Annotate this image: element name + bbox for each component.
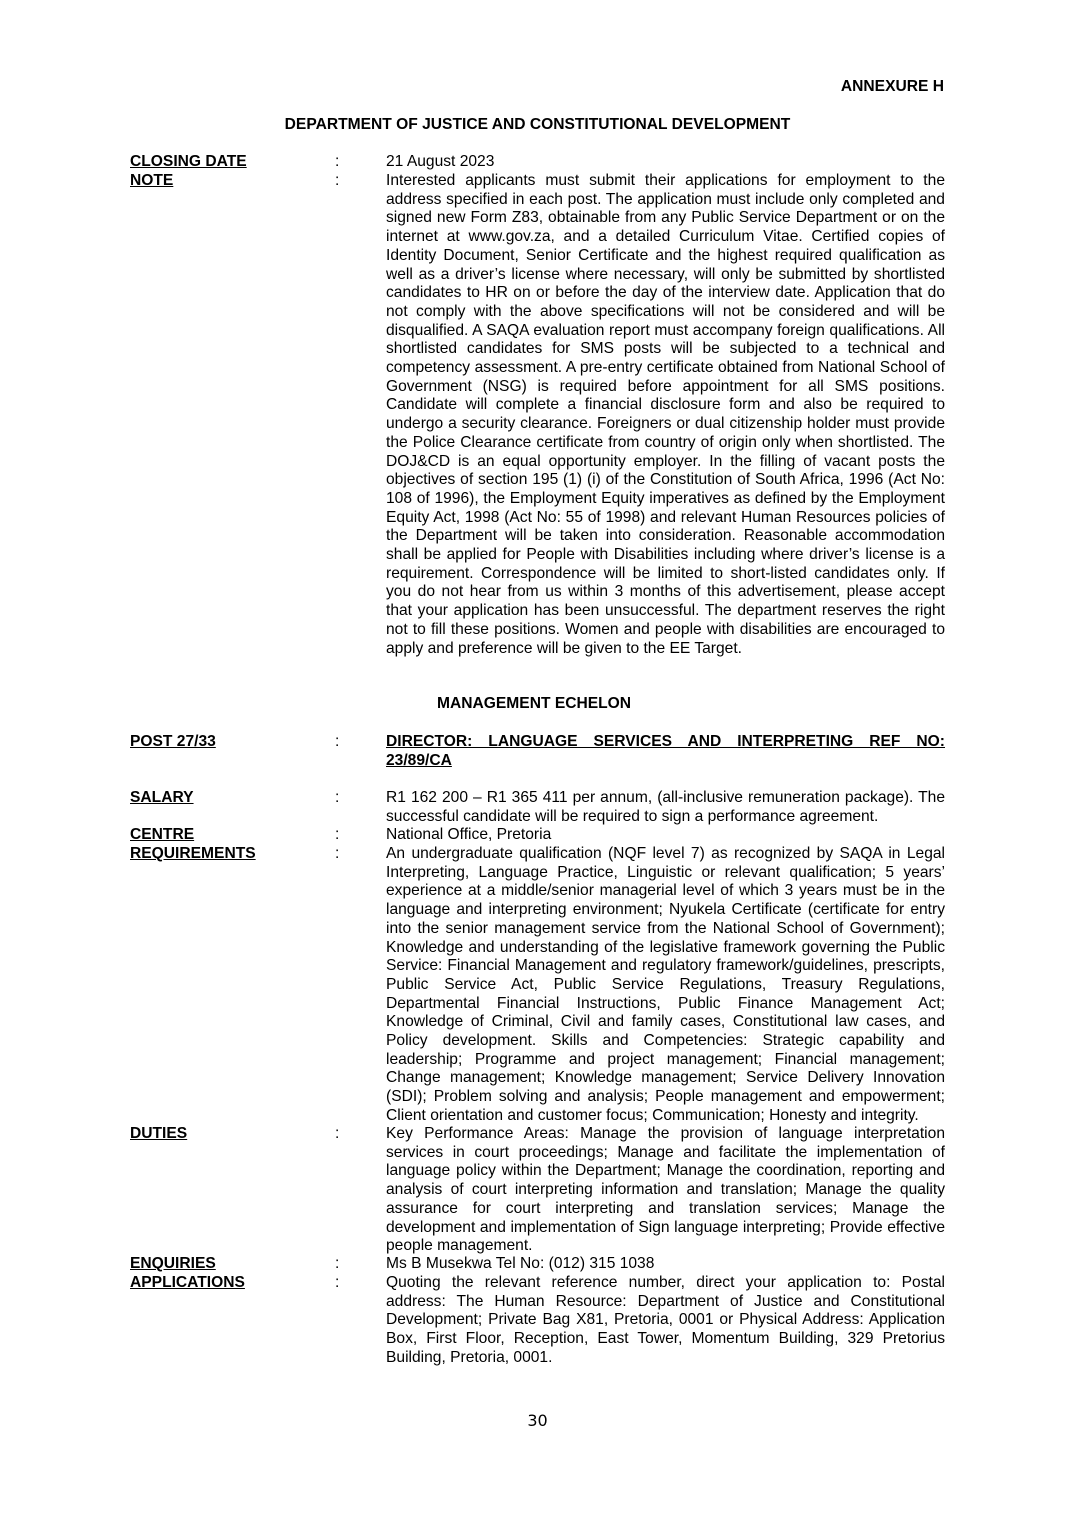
enquiries-label: ENQUIRIES: [130, 1255, 216, 1272]
applications-label: APPLICATIONS: [130, 1274, 245, 1291]
department-title: DEPARTMENT OF JUSTICE AND CONSTITUTIONAL DEVELOPMENT: [284, 116, 791, 133]
centre-colon: :: [335, 826, 340, 843]
post-colon: :: [335, 733, 340, 750]
note-label: NOTE: [130, 172, 174, 189]
post-label: POST 27/33: [130, 733, 216, 750]
salary-colon: :: [335, 789, 340, 806]
note-row: [130, 172, 945, 658]
salary-label: SALARY: [130, 789, 194, 806]
requirements-label: REQUIREMENTS: [130, 845, 256, 862]
duties-label: DUTIES: [130, 1125, 188, 1142]
duties-row: [130, 1125, 945, 1256]
applications-text: Quoting the relevant reference number, direct your application to: Postal address: The Human Resource: Department of Justice and Constitutional Development; Private Bag X81, Pretoria, 0001 or Physical Address: Application Box, First Floor, Reception, East Tower, Momentum Building, 329 Pretorius Building, Pretoria, 0001.: [386, 1274, 945, 1366]
requirements-text: An undergraduate qualification (NQF level 7) as recognized by SAQA in Legal Interpreting, Language Practice, Linguistic or relevant qualification; 5 years’ experience at a middle/senior managerial level of which 3 years must be in the language and interpreting environment; Nyukela Certificate (certificate for entry into the senior management service from the National School of Government); Knowledge and understanding of the legislative framework governing the Public Service: Financial Management and regulatory framework/guidelines, prescripts, Public Service Act, Public Service Regulations, Treasury Regulations, Departmental Financial Instructions, Public Finance Management Act; Knowledge of Criminal, Civil and family cases, Constitutional law cases, and Policy development. Skills and Competencies: Strategic capability and leadership; Programme and project management; Financial management; Change management; Knowledge management; Service Delivery Innovation (SDI); Problem solving and analysis; People management and empowerment; Client orientation and customer focus; Communication; Honesty and integrity.: [386, 845, 945, 1124]
closing-date-row: [130, 153, 945, 172]
salary-value: R1 162 200 – R1 365 411 per annum, (all-inclusive remuneration package). The successful candidate will be required to sign a performance agreement.: [386, 789, 945, 825]
applications-row: [130, 1274, 945, 1368]
centre-value: National Office, Pretoria: [386, 826, 552, 843]
note-colon: :: [335, 172, 340, 189]
centre-row: [130, 826, 945, 845]
closing-date-label: CLOSING DATE: [130, 153, 247, 170]
enquiries-colon: :: [335, 1255, 340, 1272]
requirements-colon: :: [335, 845, 340, 862]
applications-colon: :: [335, 1274, 340, 1291]
post-row: [130, 733, 945, 770]
enquiries-row: [130, 1255, 945, 1274]
section-heading: MANAGEMENT ECHELON: [437, 695, 632, 712]
centre-label: CENTRE: [130, 826, 195, 843]
enquiries-value: Ms B Musekwa Tel No: (012) 315 1038: [386, 1255, 655, 1272]
requirements-row: [130, 845, 945, 1126]
closing-date-colon: :: [335, 153, 340, 170]
closing-date-value: 21 August 2023: [386, 153, 495, 170]
duties-text: Key Performance Areas: Manage the provision of language interpretation services in court proceedings; Manage and facilitate the implementation of language policy within the Department; Manage the coordination, reporting and analysis of court interpreting information and translation; Manage the quality assurance for court interpreting and translation services; Manage the development and implementation of Sign language interpreting; Provide effective people management.: [386, 1125, 945, 1255]
annexure-heading: ANNEXURE H: [840, 78, 944, 95]
post-title: DIRECTOR: LANGUAGE SERVICES AND INTERPRETING REF NO: 23/89/CA: [386, 733, 945, 769]
page-number: 30: [527, 1411, 548, 1430]
salary-row: [130, 789, 945, 826]
note-text: Interested applicants must submit their applications for employment to the address specified in each post. The application must include only completed and signed new Form Z83, obtainable from any Public Service Department or on the internet at www.gov.za, and a detailed Curriculum Vitae. Certified copies of Identity Document, Senior Certificate and the highest required qualification as well as a driver’s license where necessary, will only be submitted by shortlisted candidates to HR on or before the day of the interview date. Application that do not comply with the above specifications will not be considered and will be disqualified. A SAQA evaluation report must accompany foreign qualifications. All shortlisted candidates for SMS posts will be subjected to a technical and competency assessment. A pre-entry certificate obtained from National School of Government (NSG) is required before appointment for all SMS positions. Candidate will complete a financial disclosure form and also be required to undergo a security clearance. Foreigners or dual citizenship holder must provide the Police Clearance certificate from country of origin only when shortlisted. The DOJ&CD is an equal opportunity employer. In the filling of vacant posts the objectives of section 195 (1) (i) of the Constitution of South Africa, 1996 (Act No: 108 of 1996), the Employment Equity imperatives as defined by the Employment Equity Act, 1998 (Act No: 55 of 1998) and relevant Human Resources policies of the Department will be taken into consideration. Reasonable accommodation shall be applied for People with Disabilities including where driver’s license is a requirement. Correspondence will be limited to short-listed candidates only. If you do not hear from us within 3 months of this advertisement, please accept that your application has been unsuccessful. The department reserves the right not to fill these positions. Women and people with disabilities are encouraged to apply and preference will be given to the EE Target.: [386, 172, 945, 657]
duties-colon: :: [335, 1125, 340, 1142]
